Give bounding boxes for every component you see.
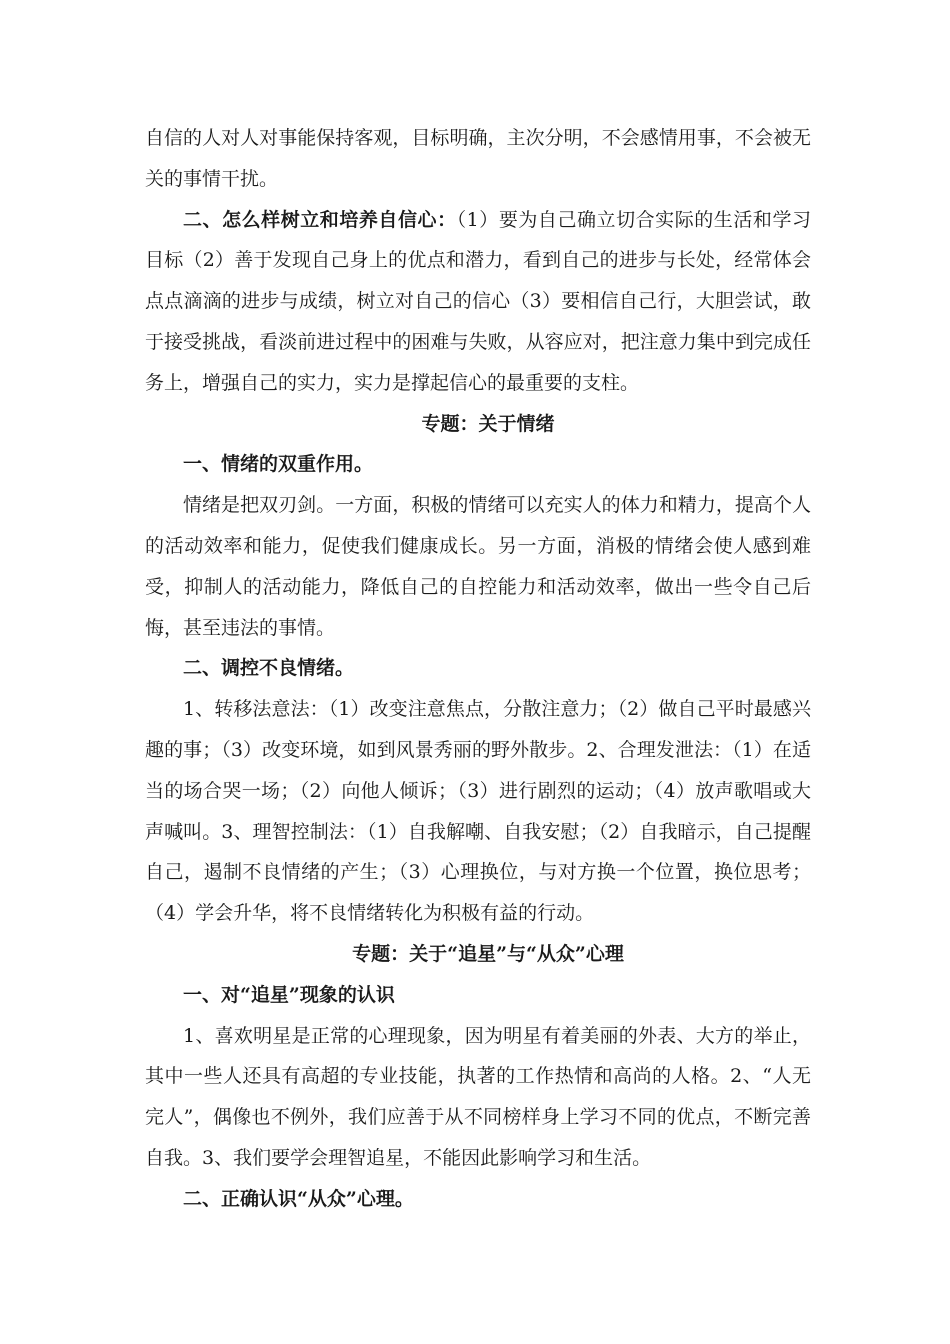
heading-build-confidence: 二、怎么样树立和培养自信心： <box>183 208 457 231</box>
heading-control-emotion: 二、调控不良情绪。 <box>183 657 355 680</box>
document-body <box>145 118 811 1220</box>
paragraph-control-emotion: 1、转移法意法：（1）改变注意焦点，分散注意力；（2）做自己平时最感兴趣的事；（3）改变环境，如到风景秀丽的野外散步。2、合理发泄法：（1）在适当的场合哭一场；（2）向他人倾诉；（3）进行剧烈的运动；（4）放声歌唱或大声喊叫。3、理智控制法：（1）自我解嘲、自我安慰；（2）自我暗示，自己提醒自己，遏制不良情绪的产生；（3）心理换位，与对方换一个位置，换位思考；（4）学会升华，将不良情绪转化为积极有益的行动。 <box>145 698 811 925</box>
topic-title-emotion: 专题：关于情绪 <box>421 412 555 435</box>
topic-title-star-conformity: 专题：关于“追星”与“从众”心理 <box>352 942 624 965</box>
build-confidence-body: （1）要为自己确立切合实际的生活和学习目标（2）善于发现自己身上的优点和潜力，看到自己的进步与长处，经常体会点点滴滴的进步与成绩，树立对自己的信心（3）要相信自己行，大胆尝试，敢于接受挑战，看淡前进过程中的困难与失败，从容应对，把注意力集中到完成任务上，增强自己的实力，实力是撑起信心的最重要的支柱。 <box>145 208 811 394</box>
heading-conformity: 二、正确认识“从众”心理。 <box>183 1187 414 1210</box>
paragraph-confidence-traits: 自信的人对人对事能保持客观，目标明确，主次分明，不会感情用事，不会被无关的事情干扰。 <box>145 127 811 190</box>
paragraph-emotion-dual-role: 情绪是把双刃剑。一方面，积极的情绪可以充实人的体力和精力，提高个人的活动效率和能力，促使我们健康成长。另一方面，消极的情绪会使人感到难受，抑制人的活动能力，降低自己的自控能力和活动效率，做出一些令自己后悔，甚至违法的事情。 <box>145 494 811 639</box>
paragraph-star-chasing: 1、喜欢明星是正常的心理现象，因为明星有着美丽的外表、大方的举止，其中一些人还具有高超的专业技能，执著的工作热情和高尚的人格。2、“人无完人”，偶像也不例外，我们应善于从不同榜样身上学习不同的优点，不断完善自我。3、我们要学会理智追星，不能因此影响学习和生活。 <box>145 1024 811 1169</box>
heading-emotion-dual-role: 一、情绪的双重作用。 <box>183 453 374 476</box>
paragraph-build-confidence <box>145 200 811 404</box>
heading-star-chasing: 一、对“追星”现象的认识 <box>183 983 395 1006</box>
